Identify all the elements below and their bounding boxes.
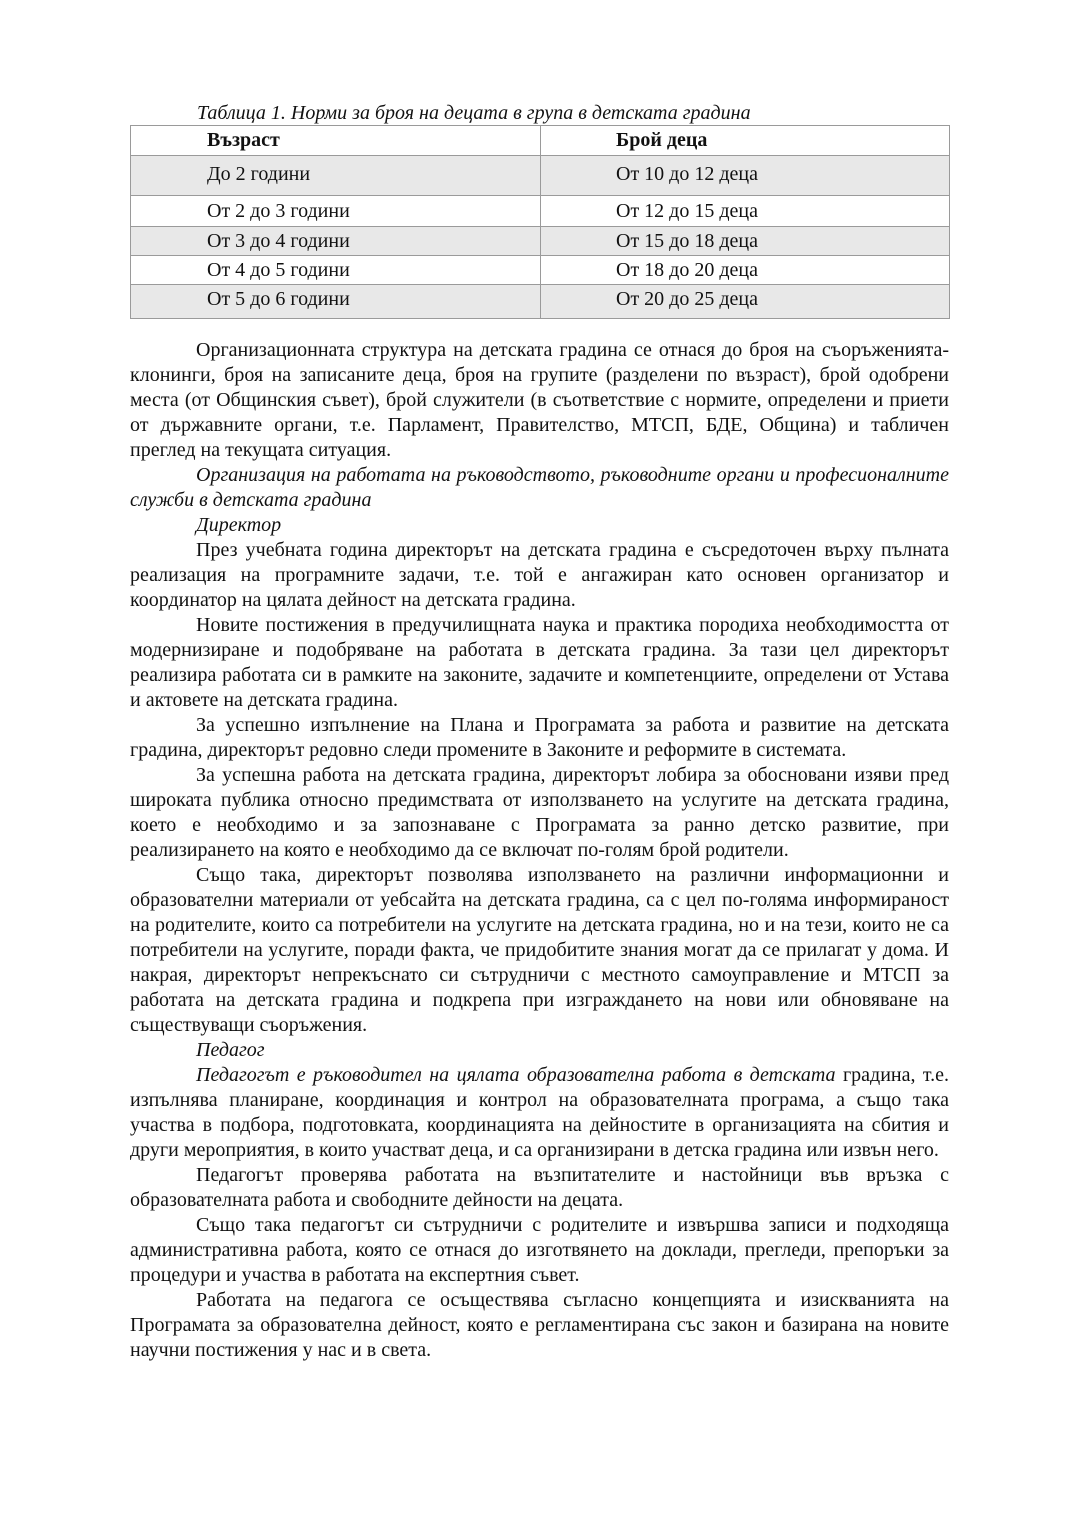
- cell-count: От 12 до 15 деца: [541, 196, 950, 227]
- paragraph: Също така, директорът позволява използването на различни информационни и образователни материали от уебсайта на детската градина, са с цел по-голяма информираност на родителите, които са потребители на услугите на детската градина, но и на тези, които не са потребители на услугите, поради факта, че придобитите знания могат да се прилагат у дома. И накрая, директорът непрекъснато си сътрудничи с местното самоуправление и МТСП за работата на детската градина и подкрепа при изграждането на нови или обновяване на съществуващи съоръжения.: [130, 864, 949, 1036]
- body-text: [130, 338, 949, 1363]
- cell-age: От 2 до 3 години: [131, 196, 541, 227]
- cell-age: До 2 години: [131, 156, 541, 196]
- cell-age: От 3 до 4 години: [131, 227, 541, 256]
- cell-count: От 10 до 12 деца: [541, 156, 950, 196]
- table-row: [131, 156, 950, 196]
- paragraph: Педагогът проверява работата на възпитателите и настойници във връзка с образователната работа и свободните дейности на децата.: [130, 1164, 949, 1211]
- subsection-heading-pedagogue: Педагог: [196, 1039, 265, 1061]
- cell-age: От 5 до 6 години: [131, 285, 541, 319]
- paragraph: През учебната година директорът на детската градина е съсредоточен върху пълната реализация на програмните задачи, т.е. той е ангажиран като основен организатор и координатор на цялата дейност на детската градина.: [130, 539, 949, 611]
- table-row: [131, 196, 950, 227]
- paragraph: За успешно изпълнение на Плана и Програмата за работа и развитие на детската градина, директорът редовно следи промените в Законите и реформите в системата.: [130, 714, 949, 761]
- paragraph: Организационната структура на детската градина се отнася до броя на съоръженията-клонинги, броя на записаните деца, броя на групите (разделени по възраст), брой одобрени места (от Общинския съвет), брой служители (в съответствие с нормите, определени и приети от държавните органи, т.е. Парламент, Правителство, МТСП, БДЕ, Община) и табличен преглед на текущата ситуация.: [130, 339, 949, 461]
- paragraph: Също така педагогът си сътрудничи с родителите и извършва записи и подходяща административна работа, която се отнася до изготвянето на доклади, прегледи, препоръки за процедури и участва в работата на експертния съвет.: [130, 1214, 949, 1286]
- header-children-count: Брой деца: [541, 126, 950, 156]
- table-row: [131, 256, 950, 285]
- paragraph: [130, 1063, 949, 1163]
- cell-count: От 20 до 25 деца: [541, 285, 950, 319]
- paragraph: Работата на педагога се осъществява съгласно концепцията и изискванията на Програмата за образователна дейност, която е регламентирана със закон и базирана на новите научни постижения у нас и в света.: [130, 1289, 949, 1361]
- paragraph-rest: градина, т.е. изпълнява планиране, координация и контрол на образователната програма, а също така участва в подбора, подготовката, координацията на дейностите в организацията на сбития и други мероприятия, в които участват деца, и са организирани в детска градина или извън него.: [130, 1064, 949, 1161]
- group-norms-table: [130, 125, 950, 319]
- table-caption: Таблица 1. Норми за броя на децата в група в детската градина: [197, 102, 751, 124]
- cell-count: От 15 до 18 деца: [541, 227, 950, 256]
- subsection-heading-director: Директор: [196, 514, 282, 536]
- paragraph: За успешна работа на детската градина, директорът лобира за обосновани изяви пред широката публика относно предимствата от използването на услугите на детската градина, което е необходимо и за запознаване с Програмата за ранно детско развитие, при реализирането на която е необходимо да се включат по-голям брой родители.: [130, 764, 949, 861]
- paragraph-italic-lead: Педагогът е ръководител на цялата образователна работа в детската: [196, 1064, 836, 1086]
- paragraph: Новите постижения в предучилищната наука и практика породиха необходимостта от модернизиране и подобряване на работата в детската градина. За тази цел директорът реализира работата си в рамките на законите, задачите и компетенциите, определени от Устава и актовете на детската градина.: [130, 614, 949, 711]
- table-header-row: [131, 126, 950, 156]
- table-row: [131, 285, 950, 319]
- table-row: [131, 227, 950, 256]
- cell-age: От 4 до 5 години: [131, 256, 541, 285]
- section-heading: Организация на работата на ръководството, ръководните органи и професионалните служби в детската градина: [130, 464, 949, 511]
- cell-count: От 18 до 20 деца: [541, 256, 950, 285]
- header-age: Възраст: [131, 126, 541, 156]
